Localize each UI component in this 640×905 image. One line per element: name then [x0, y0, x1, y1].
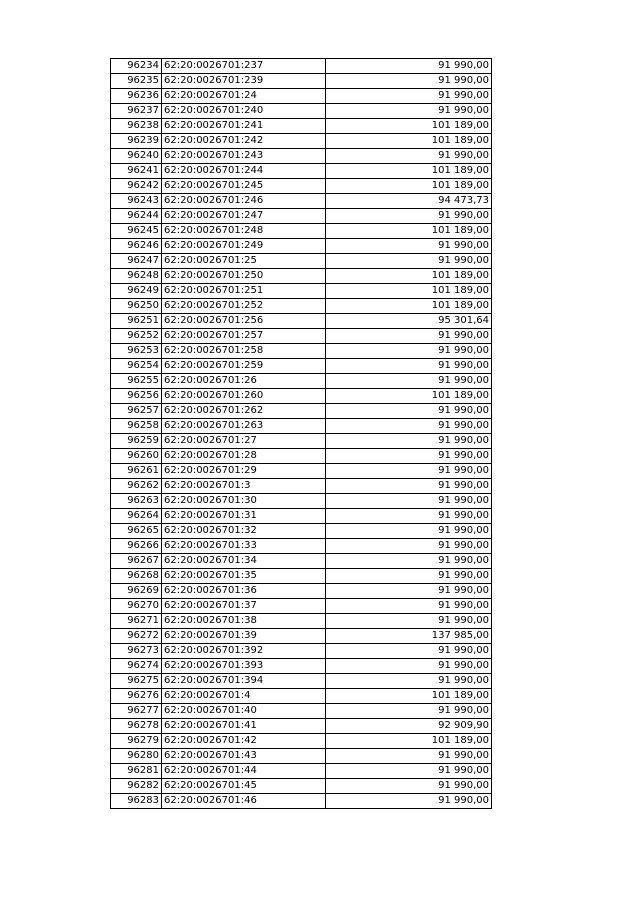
cadastral-number-cell: 62:20:0026701:29 — [162, 464, 326, 479]
cadastral-number-cell: 62:20:0026701:245 — [162, 179, 326, 194]
cadastral-value-cell: 91 990,00 — [326, 659, 492, 674]
table-row — [111, 134, 492, 149]
cadastral-number-cell: 62:20:0026701:26 — [162, 374, 326, 389]
cadastral-value-cell: 101 189,00 — [326, 734, 492, 749]
table-row — [111, 284, 492, 299]
row-number-cell: 96277 — [111, 704, 162, 719]
cadastral-number-cell: 62:20:0026701:24 — [162, 89, 326, 104]
table-row — [111, 164, 492, 179]
table-row — [111, 734, 492, 749]
cadastral-value-cell: 101 189,00 — [326, 224, 492, 239]
table-row — [111, 239, 492, 254]
row-number-cell: 96283 — [111, 794, 162, 809]
cadastral-value-cell: 91 990,00 — [326, 794, 492, 809]
cadastral-value-cell: 91 990,00 — [326, 569, 492, 584]
table-row — [111, 689, 492, 704]
row-number-cell: 96254 — [111, 359, 162, 374]
table-row — [111, 224, 492, 239]
cadastral-number-cell: 62:20:0026701:394 — [162, 674, 326, 689]
row-number-cell: 96246 — [111, 239, 162, 254]
row-number-cell: 96241 — [111, 164, 162, 179]
cadastral-number-cell: 62:20:0026701:250 — [162, 269, 326, 284]
cadastral-number-cell: 62:20:0026701:257 — [162, 329, 326, 344]
cadastral-number-cell: 62:20:0026701:30 — [162, 494, 326, 509]
cadastral-value-cell: 91 990,00 — [326, 494, 492, 509]
row-number-cell: 96235 — [111, 74, 162, 89]
table-row — [111, 749, 492, 764]
cadastral-value-cell: 91 990,00 — [326, 449, 492, 464]
cadastral-number-cell: 62:20:0026701:41 — [162, 719, 326, 734]
cadastral-number-cell: 62:20:0026701:33 — [162, 539, 326, 554]
row-number-cell: 96261 — [111, 464, 162, 479]
row-number-cell: 96264 — [111, 509, 162, 524]
table-row — [111, 629, 492, 644]
row-number-cell: 96237 — [111, 104, 162, 119]
cadastral-number-cell: 62:20:0026701:3 — [162, 479, 326, 494]
cadastral-number-cell: 62:20:0026701:246 — [162, 194, 326, 209]
cadastral-value-cell: 101 189,00 — [326, 269, 492, 284]
cadastre-value-table — [110, 58, 492, 809]
cadastral-value-cell: 91 990,00 — [326, 209, 492, 224]
table-row — [111, 269, 492, 284]
cadastral-value-cell: 91 990,00 — [326, 464, 492, 479]
cadastral-number-cell: 62:20:0026701:39 — [162, 629, 326, 644]
row-number-cell: 96276 — [111, 689, 162, 704]
table-row — [111, 554, 492, 569]
cadastral-number-cell: 62:20:0026701:32 — [162, 524, 326, 539]
table-row — [111, 194, 492, 209]
row-number-cell: 96279 — [111, 734, 162, 749]
cadastral-value-cell: 92 909,90 — [326, 719, 492, 734]
table-row — [111, 104, 492, 119]
row-number-cell: 96239 — [111, 134, 162, 149]
table-row — [111, 119, 492, 134]
table-row — [111, 74, 492, 89]
row-number-cell: 96265 — [111, 524, 162, 539]
table-row — [111, 389, 492, 404]
cadastral-number-cell: 62:20:0026701:31 — [162, 509, 326, 524]
cadastral-value-cell: 91 990,00 — [326, 344, 492, 359]
cadastral-value-cell: 101 189,00 — [326, 164, 492, 179]
table-row — [111, 539, 492, 554]
cadastral-number-cell: 62:20:0026701:35 — [162, 569, 326, 584]
cadastral-value-cell: 101 189,00 — [326, 389, 492, 404]
cadastral-value-cell: 91 990,00 — [326, 254, 492, 269]
cadastral-number-cell: 62:20:0026701:40 — [162, 704, 326, 719]
row-number-cell: 96263 — [111, 494, 162, 509]
cadastral-number-cell: 62:20:0026701:262 — [162, 404, 326, 419]
cadastral-value-cell: 91 990,00 — [326, 524, 492, 539]
row-number-cell: 96251 — [111, 314, 162, 329]
cadastral-number-cell: 62:20:0026701:392 — [162, 644, 326, 659]
row-number-cell: 96247 — [111, 254, 162, 269]
cadastral-number-cell: 62:20:0026701:242 — [162, 134, 326, 149]
table-row — [111, 314, 492, 329]
cadastral-number-cell: 62:20:0026701:25 — [162, 254, 326, 269]
cadastral-number-cell: 62:20:0026701:393 — [162, 659, 326, 674]
row-number-cell: 96238 — [111, 119, 162, 134]
table-row — [111, 599, 492, 614]
table-row — [111, 209, 492, 224]
cadastral-number-cell: 62:20:0026701:4 — [162, 689, 326, 704]
cadastral-number-cell: 62:20:0026701:28 — [162, 449, 326, 464]
cadastral-number-cell: 62:20:0026701:34 — [162, 554, 326, 569]
cadastral-number-cell: 62:20:0026701:27 — [162, 434, 326, 449]
cadastral-value-cell: 91 990,00 — [326, 554, 492, 569]
row-number-cell: 96245 — [111, 224, 162, 239]
row-number-cell: 96274 — [111, 659, 162, 674]
table-row — [111, 584, 492, 599]
cadastral-value-cell: 101 189,00 — [326, 689, 492, 704]
row-number-cell: 96280 — [111, 749, 162, 764]
table-row — [111, 59, 492, 74]
table-row — [111, 404, 492, 419]
cadastral-number-cell: 62:20:0026701:45 — [162, 779, 326, 794]
cadastral-number-cell: 62:20:0026701:46 — [162, 794, 326, 809]
cadastral-number-cell: 62:20:0026701:239 — [162, 74, 326, 89]
cadastral-value-cell: 91 990,00 — [326, 104, 492, 119]
table-row — [111, 89, 492, 104]
cadastral-number-cell: 62:20:0026701:258 — [162, 344, 326, 359]
cadastral-number-cell: 62:20:0026701:43 — [162, 749, 326, 764]
cadastral-value-cell: 91 990,00 — [326, 764, 492, 779]
cadastral-number-cell: 62:20:0026701:37 — [162, 599, 326, 614]
cadastral-value-cell: 91 990,00 — [326, 434, 492, 449]
row-number-cell: 96267 — [111, 554, 162, 569]
table-body — [111, 59, 492, 809]
cadastral-number-cell: 62:20:0026701:237 — [162, 59, 326, 74]
table-row — [111, 719, 492, 734]
cadastral-number-cell: 62:20:0026701:38 — [162, 614, 326, 629]
cadastral-value-cell: 91 990,00 — [326, 749, 492, 764]
table-row — [111, 344, 492, 359]
cadastral-value-cell: 91 990,00 — [326, 674, 492, 689]
table-row — [111, 494, 492, 509]
cadastral-value-cell: 91 990,00 — [326, 404, 492, 419]
cadastral-number-cell: 62:20:0026701:241 — [162, 119, 326, 134]
table-row — [111, 179, 492, 194]
row-number-cell: 96259 — [111, 434, 162, 449]
table-row — [111, 419, 492, 434]
row-number-cell: 96273 — [111, 644, 162, 659]
cadastral-value-cell: 91 990,00 — [326, 374, 492, 389]
row-number-cell: 96257 — [111, 404, 162, 419]
cadastral-value-cell: 91 990,00 — [326, 59, 492, 74]
table-row — [111, 509, 492, 524]
cadastral-value-cell: 91 990,00 — [326, 509, 492, 524]
cadastral-value-cell: 91 990,00 — [326, 149, 492, 164]
cadastral-value-cell: 101 189,00 — [326, 119, 492, 134]
table-row — [111, 479, 492, 494]
row-number-cell: 96262 — [111, 479, 162, 494]
row-number-cell: 96244 — [111, 209, 162, 224]
table-row — [111, 644, 492, 659]
table-row — [111, 674, 492, 689]
cadastral-value-cell: 91 990,00 — [326, 539, 492, 554]
table-row — [111, 254, 492, 269]
cadastral-value-cell: 95 301,64 — [326, 314, 492, 329]
cadastral-value-cell: 91 990,00 — [326, 704, 492, 719]
row-number-cell: 96272 — [111, 629, 162, 644]
row-number-cell: 96240 — [111, 149, 162, 164]
cadastral-value-cell: 91 990,00 — [326, 239, 492, 254]
cadastral-number-cell: 62:20:0026701:244 — [162, 164, 326, 179]
table-row — [111, 329, 492, 344]
cadastral-number-cell: 62:20:0026701:251 — [162, 284, 326, 299]
table-row — [111, 659, 492, 674]
cadastral-number-cell: 62:20:0026701:260 — [162, 389, 326, 404]
cadastral-value-cell: 91 990,00 — [326, 89, 492, 104]
cadastral-number-cell: 62:20:0026701:259 — [162, 359, 326, 374]
cadastral-value-cell: 91 990,00 — [326, 74, 492, 89]
row-number-cell: 96258 — [111, 419, 162, 434]
row-number-cell: 96250 — [111, 299, 162, 314]
cadastral-number-cell: 62:20:0026701:44 — [162, 764, 326, 779]
table-row — [111, 299, 492, 314]
row-number-cell: 96252 — [111, 329, 162, 344]
row-number-cell: 96270 — [111, 599, 162, 614]
row-number-cell: 96253 — [111, 344, 162, 359]
cadastral-value-cell: 91 990,00 — [326, 614, 492, 629]
cadastral-value-cell: 91 990,00 — [326, 644, 492, 659]
table-row — [111, 569, 492, 584]
cadastral-number-cell: 62:20:0026701:256 — [162, 314, 326, 329]
table-row — [111, 464, 492, 479]
cadastral-number-cell: 62:20:0026701:248 — [162, 224, 326, 239]
row-number-cell: 96234 — [111, 59, 162, 74]
row-number-cell: 96242 — [111, 179, 162, 194]
row-number-cell: 96249 — [111, 284, 162, 299]
row-number-cell: 96248 — [111, 269, 162, 284]
table-row — [111, 374, 492, 389]
table-row — [111, 779, 492, 794]
row-number-cell: 96268 — [111, 569, 162, 584]
cadastral-value-cell: 101 189,00 — [326, 284, 492, 299]
row-number-cell: 96260 — [111, 449, 162, 464]
cadastral-value-cell: 91 990,00 — [326, 329, 492, 344]
cadastral-value-cell: 91 990,00 — [326, 419, 492, 434]
cadastral-number-cell: 62:20:0026701:252 — [162, 299, 326, 314]
cadastral-number-cell: 62:20:0026701:263 — [162, 419, 326, 434]
cadastral-number-cell: 62:20:0026701:42 — [162, 734, 326, 749]
row-number-cell: 96269 — [111, 584, 162, 599]
cadastral-value-cell: 94 473,73 — [326, 194, 492, 209]
row-number-cell: 96255 — [111, 374, 162, 389]
table-row — [111, 614, 492, 629]
row-number-cell: 96236 — [111, 89, 162, 104]
cadastral-number-cell: 62:20:0026701:247 — [162, 209, 326, 224]
cadastral-value-cell: 91 990,00 — [326, 479, 492, 494]
cadastral-number-cell: 62:20:0026701:36 — [162, 584, 326, 599]
cadastral-value-cell: 91 990,00 — [326, 599, 492, 614]
table-row — [111, 764, 492, 779]
cadastral-number-cell: 62:20:0026701:249 — [162, 239, 326, 254]
row-number-cell: 96281 — [111, 764, 162, 779]
cadastral-value-cell: 91 990,00 — [326, 584, 492, 599]
row-number-cell: 96243 — [111, 194, 162, 209]
cadastral-value-cell: 91 990,00 — [326, 779, 492, 794]
table-row — [111, 794, 492, 809]
cadastral-value-cell: 101 189,00 — [326, 179, 492, 194]
cadastral-number-cell: 62:20:0026701:240 — [162, 104, 326, 119]
cadastral-number-cell: 62:20:0026701:243 — [162, 149, 326, 164]
cadastral-value-cell: 101 189,00 — [326, 299, 492, 314]
row-number-cell: 96275 — [111, 674, 162, 689]
table-row — [111, 149, 492, 164]
table-row — [111, 359, 492, 374]
row-number-cell: 96256 — [111, 389, 162, 404]
cadastral-value-cell: 137 985,00 — [326, 629, 492, 644]
cadastral-value-cell: 101 189,00 — [326, 134, 492, 149]
row-number-cell: 96271 — [111, 614, 162, 629]
table-row — [111, 434, 492, 449]
row-number-cell: 96282 — [111, 779, 162, 794]
row-number-cell: 96266 — [111, 539, 162, 554]
table-row — [111, 704, 492, 719]
table-row — [111, 524, 492, 539]
cadastral-value-cell: 91 990,00 — [326, 359, 492, 374]
table-row — [111, 449, 492, 464]
row-number-cell: 96278 — [111, 719, 162, 734]
